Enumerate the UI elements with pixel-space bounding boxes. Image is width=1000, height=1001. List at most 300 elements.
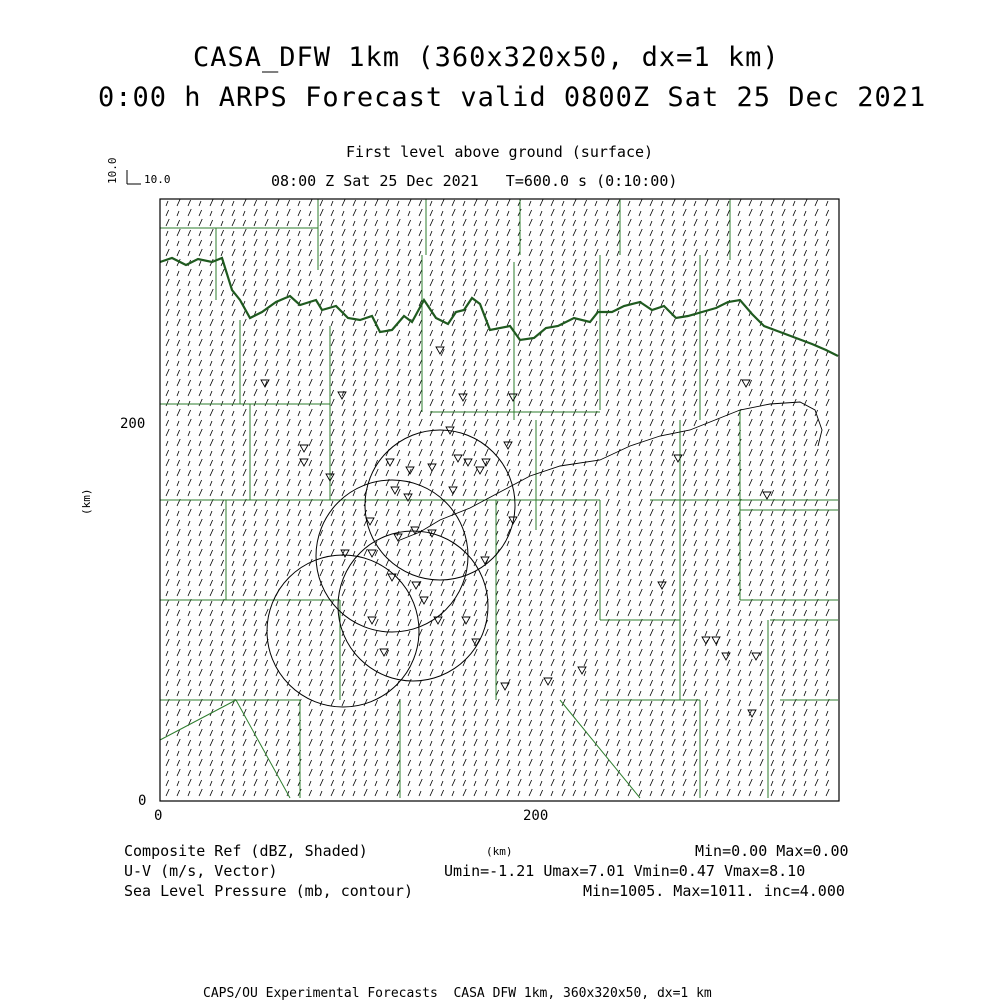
wind-vector	[540, 571, 542, 576]
wind-vector	[309, 790, 312, 796]
station-marker	[752, 653, 760, 660]
wind-vector	[452, 719, 455, 726]
wind-vector	[683, 371, 685, 376]
wind-vector	[771, 649, 774, 656]
wind-vector	[705, 790, 708, 796]
wind-vector	[474, 400, 477, 406]
wind-vector	[716, 620, 719, 626]
wind-vector	[650, 269, 653, 276]
wind-vector	[298, 219, 301, 226]
wind-vector	[386, 290, 389, 296]
wind-vector	[606, 409, 609, 416]
wind-vector	[694, 210, 697, 216]
wind-vector	[298, 369, 301, 376]
wind-vector	[661, 300, 664, 306]
wind-vector	[683, 761, 685, 766]
wind-vector	[320, 749, 323, 756]
county-boundaries	[160, 199, 838, 798]
wind-vector	[232, 219, 235, 226]
wind-vector	[199, 240, 202, 246]
wind-vector	[364, 609, 367, 616]
wind-vector	[287, 551, 289, 556]
wind-vector	[408, 631, 410, 636]
wind-vector	[771, 670, 774, 676]
wind-vector	[617, 500, 620, 506]
wind-vector	[683, 671, 685, 676]
wind-vector	[804, 469, 807, 476]
wind-vector	[265, 720, 268, 726]
wind-vector	[771, 601, 773, 606]
wind-vector	[265, 411, 267, 416]
wind-vector	[364, 459, 367, 466]
wind-vector	[265, 210, 268, 216]
wind-vector	[672, 319, 675, 326]
wind-vector	[353, 779, 356, 786]
wind-vector	[826, 669, 829, 676]
wind-vector	[760, 660, 763, 666]
wind-vector	[430, 681, 432, 686]
wind-vector	[639, 211, 641, 216]
wind-vector	[430, 759, 433, 766]
wind-vector	[364, 549, 367, 556]
wind-vector	[826, 309, 829, 316]
wind-vector	[254, 479, 257, 486]
wind-vector	[606, 670, 609, 676]
wind-vector	[529, 450, 532, 456]
wind-vector	[507, 550, 510, 556]
wind-vector	[694, 591, 696, 596]
wind-vector	[232, 459, 235, 466]
wind-vector	[188, 341, 190, 346]
wind-vector	[342, 460, 345, 466]
wind-vector	[199, 321, 201, 326]
wind-vector	[243, 559, 246, 566]
wind-vector	[815, 269, 818, 276]
wind-vector	[815, 791, 817, 796]
wind-vector	[298, 351, 300, 356]
wind-vector	[430, 339, 433, 346]
wind-vector	[540, 679, 543, 686]
wind-vector	[683, 359, 686, 366]
wind-vector	[496, 240, 499, 246]
wind-vector	[309, 469, 312, 476]
wind-vector	[738, 679, 741, 686]
wind-vector	[683, 701, 685, 706]
wind-vector	[397, 750, 400, 756]
wind-vector	[540, 790, 543, 796]
wind-vector	[463, 450, 466, 456]
wind-vector	[529, 201, 531, 206]
wind-vector	[584, 470, 587, 476]
wind-vector	[639, 781, 641, 786]
wind-vector	[551, 221, 553, 226]
wind-vector	[529, 471, 531, 476]
wind-vector	[540, 559, 543, 566]
wind-vector	[551, 419, 554, 426]
wind-vector	[265, 249, 268, 256]
wind-vector	[276, 610, 279, 616]
station-marker	[763, 492, 771, 499]
wind-vector	[804, 310, 807, 316]
wind-vector	[573, 670, 576, 676]
wind-vector	[661, 579, 664, 586]
wind-vector	[683, 650, 686, 656]
wind-vector	[265, 231, 267, 236]
wind-vector	[573, 349, 576, 356]
wind-vector	[375, 451, 377, 456]
wind-vector	[254, 521, 256, 526]
wind-vector	[804, 640, 807, 646]
wind-vector	[804, 709, 807, 716]
wind-vector	[320, 350, 323, 356]
wind-vector	[276, 310, 279, 316]
wind-vector	[650, 689, 653, 696]
wind-vector	[287, 521, 289, 526]
wind-vector	[408, 661, 410, 666]
wind-vector	[639, 469, 642, 476]
wind-vector	[606, 550, 609, 556]
wind-vector	[419, 419, 422, 426]
y-axis-tick-0: 0	[138, 793, 147, 809]
wind-vector	[595, 330, 598, 336]
wind-vector	[221, 659, 224, 666]
wind-vector	[628, 240, 631, 246]
wind-vector	[199, 420, 202, 426]
wind-vector	[430, 600, 433, 606]
wind-vector	[199, 591, 201, 596]
wind-vector	[639, 331, 641, 336]
wind-vector	[771, 460, 774, 466]
wind-vector	[584, 650, 587, 656]
wind-vector	[694, 420, 697, 426]
wind-vector	[694, 501, 696, 506]
wind-vector	[672, 661, 674, 666]
wind-vector	[628, 210, 631, 216]
wind-vector	[441, 529, 444, 536]
wind-vector	[496, 420, 499, 426]
wind-vector	[463, 651, 465, 656]
wind-vector	[672, 199, 675, 206]
wind-vector	[463, 480, 466, 486]
wind-vector	[452, 281, 454, 286]
wind-vector	[386, 641, 388, 646]
wind-vector	[254, 431, 256, 436]
wind-vector	[826, 519, 829, 526]
wind-vector	[397, 519, 400, 526]
wind-vector	[507, 781, 509, 786]
wind-vector	[595, 420, 598, 426]
wind-vector	[408, 370, 411, 376]
wind-vector	[518, 590, 521, 596]
wind-vector	[408, 721, 410, 726]
wind-vector	[716, 239, 719, 246]
wind-vector	[716, 521, 718, 526]
wind-vector	[254, 761, 256, 766]
wind-vector	[309, 649, 312, 656]
wind-vector	[199, 621, 201, 626]
wind-vector	[507, 511, 509, 516]
wind-vector	[595, 729, 598, 736]
wind-vector	[474, 241, 476, 246]
wind-vector	[639, 550, 642, 556]
wind-vector	[716, 449, 719, 456]
wind-vector	[199, 741, 201, 746]
wind-vector	[430, 390, 433, 396]
wind-vector	[760, 339, 763, 346]
wind-vector	[430, 450, 433, 456]
wind-vector	[496, 300, 499, 306]
wind-vector	[540, 250, 543, 256]
wind-vector	[386, 209, 389, 216]
wind-vector	[617, 740, 620, 746]
wind-vector	[342, 700, 345, 706]
wind-vector	[232, 750, 235, 756]
wind-vector	[166, 600, 169, 606]
wind-vector	[309, 250, 312, 256]
wind-vector	[166, 540, 169, 546]
wind-vector	[782, 650, 785, 656]
wind-vector	[639, 289, 642, 296]
wind-vector	[760, 420, 763, 426]
wind-vector	[815, 479, 818, 486]
wind-vector	[353, 299, 356, 306]
wind-vector	[529, 249, 532, 256]
wind-vector	[177, 610, 180, 616]
wind-vector	[716, 419, 719, 426]
wind-vector	[452, 470, 455, 476]
wind-vector	[364, 711, 366, 716]
wind-vector	[672, 670, 675, 676]
wind-vector	[683, 581, 685, 586]
station-marker	[300, 445, 308, 452]
wind-vector	[485, 419, 488, 426]
wind-vector	[683, 659, 686, 666]
wind-vector	[738, 241, 740, 246]
wind-vector	[441, 250, 444, 256]
wind-vector	[551, 431, 553, 436]
wind-vector	[375, 640, 378, 646]
wind-vector	[650, 230, 653, 236]
wind-vector	[749, 701, 751, 706]
wind-vector	[166, 759, 169, 766]
wind-vector	[705, 700, 708, 706]
wind-vector	[507, 250, 510, 256]
wind-vector	[386, 401, 388, 406]
wind-vector	[364, 570, 367, 576]
wind-vector	[177, 391, 179, 396]
wind-vector	[463, 759, 466, 766]
wind-vector	[573, 280, 576, 286]
wind-vector	[727, 501, 729, 506]
wind-vector	[573, 340, 576, 346]
wind-vector	[705, 460, 708, 466]
wind-vector	[342, 289, 345, 296]
wind-vector	[177, 640, 180, 646]
wind-vector	[166, 579, 169, 586]
wind-vector	[199, 609, 202, 616]
wind-vector	[276, 199, 279, 206]
wind-vector	[463, 360, 466, 366]
wind-vector	[331, 561, 333, 566]
wind-vector	[606, 469, 609, 476]
wind-vector	[276, 211, 278, 216]
wind-vector	[705, 241, 707, 246]
wind-vector	[738, 220, 741, 226]
wind-vector	[177, 631, 179, 636]
wind-vector	[397, 270, 400, 276]
wind-vector	[518, 581, 520, 586]
wind-vector	[331, 390, 334, 396]
wind-vector	[441, 760, 444, 766]
wind-vector	[419, 239, 422, 246]
wind-vector	[826, 720, 829, 726]
wind-vector	[485, 380, 488, 386]
station-marker	[462, 617, 470, 624]
wind-vector	[661, 210, 664, 216]
wind-vector	[804, 301, 806, 306]
wind-vector	[397, 351, 399, 356]
wind-vector	[584, 329, 587, 336]
wind-vector	[705, 490, 708, 496]
wind-vector	[276, 709, 279, 716]
wind-vector	[738, 760, 741, 766]
wind-vector	[375, 781, 377, 786]
wind-vector	[353, 281, 355, 286]
wind-vector	[771, 520, 774, 526]
wind-vector	[650, 740, 653, 746]
wind-vector	[661, 270, 664, 276]
wind-vector	[628, 771, 630, 776]
wind-vector	[595, 720, 598, 726]
wind-vector	[452, 671, 454, 676]
wind-vector	[232, 360, 235, 366]
wind-vector	[177, 349, 180, 356]
wind-vector	[221, 299, 224, 306]
wind-vector	[320, 290, 323, 296]
wind-vector	[430, 420, 433, 426]
wind-vector	[826, 300, 829, 306]
wind-vector	[617, 419, 620, 426]
wind-vector	[474, 280, 477, 286]
wind-vector	[639, 460, 642, 466]
wind-vector	[661, 351, 663, 356]
wind-vector	[507, 601, 509, 606]
wind-vector	[551, 710, 554, 716]
wind-vector	[309, 319, 312, 326]
wind-vector	[265, 450, 268, 456]
wind-vector	[705, 430, 708, 436]
wind-vector	[540, 301, 542, 306]
wind-vector	[782, 611, 784, 616]
wind-vector	[375, 241, 377, 246]
wind-vector	[606, 529, 609, 536]
wind-vector	[485, 740, 488, 746]
wind-vector	[342, 781, 344, 786]
wind-vector	[166, 300, 169, 306]
wind-vector	[287, 200, 290, 206]
wind-vector	[705, 679, 708, 686]
wind-vector	[474, 331, 476, 336]
wind-vector	[749, 401, 751, 406]
wind-vector	[694, 720, 697, 726]
wind-vector	[518, 629, 521, 636]
wind-vector	[815, 560, 818, 566]
wind-vector	[782, 380, 785, 386]
wind-vector	[804, 199, 807, 206]
wind-vector	[419, 500, 422, 506]
wind-vector	[562, 630, 565, 636]
wind-vector	[342, 319, 345, 326]
wind-vector	[760, 570, 763, 576]
wind-vector	[331, 480, 334, 486]
wind-vector	[430, 741, 432, 746]
wind-vector	[562, 210, 565, 216]
wind-vector	[441, 370, 444, 376]
wind-vector	[276, 421, 278, 426]
wind-vector	[562, 369, 565, 376]
wind-vector	[265, 729, 268, 736]
wind-vector	[485, 260, 488, 266]
wind-vector	[441, 280, 444, 286]
wind-vector	[309, 550, 312, 556]
wind-vector	[562, 621, 564, 626]
wind-vector	[452, 371, 454, 376]
wind-vector	[232, 561, 234, 566]
wind-vector	[463, 231, 465, 236]
wind-vector	[639, 661, 641, 666]
wind-vector	[804, 730, 807, 736]
wind-vector	[287, 350, 290, 356]
wind-vector	[353, 419, 356, 426]
wind-vector	[518, 659, 521, 666]
wind-vector	[771, 220, 774, 226]
wind-vector	[793, 651, 795, 656]
wind-vector	[804, 769, 807, 776]
wind-vector	[364, 780, 367, 786]
wind-vector	[353, 350, 356, 356]
wind-vector	[617, 269, 620, 276]
wind-vector	[804, 541, 806, 546]
wind-vector	[221, 449, 224, 456]
wind-vector	[628, 570, 631, 576]
wind-vector	[353, 770, 356, 776]
wind-vector	[408, 640, 411, 646]
wind-vector	[243, 460, 246, 466]
wind-vector	[474, 541, 476, 546]
wind-vector	[232, 270, 235, 276]
wind-vector	[771, 439, 774, 446]
wind-vector	[551, 641, 553, 646]
wind-vector	[771, 421, 773, 426]
wind-vector	[672, 229, 675, 236]
wind-vector	[540, 379, 543, 386]
wind-vector	[738, 331, 740, 336]
wind-vector	[265, 351, 267, 356]
wind-vector	[716, 599, 719, 606]
wind-vector	[606, 280, 609, 286]
wind-vector	[727, 291, 729, 296]
wind-vector	[166, 399, 169, 406]
wind-vector	[562, 531, 564, 536]
wind-vector	[309, 229, 312, 236]
wind-vector	[463, 270, 466, 276]
wind-vector	[617, 560, 620, 566]
wind-vector	[749, 569, 752, 576]
wind-vector	[276, 559, 279, 566]
wind-vector	[826, 639, 829, 646]
wind-vector	[749, 650, 752, 656]
wind-vector	[606, 511, 608, 516]
